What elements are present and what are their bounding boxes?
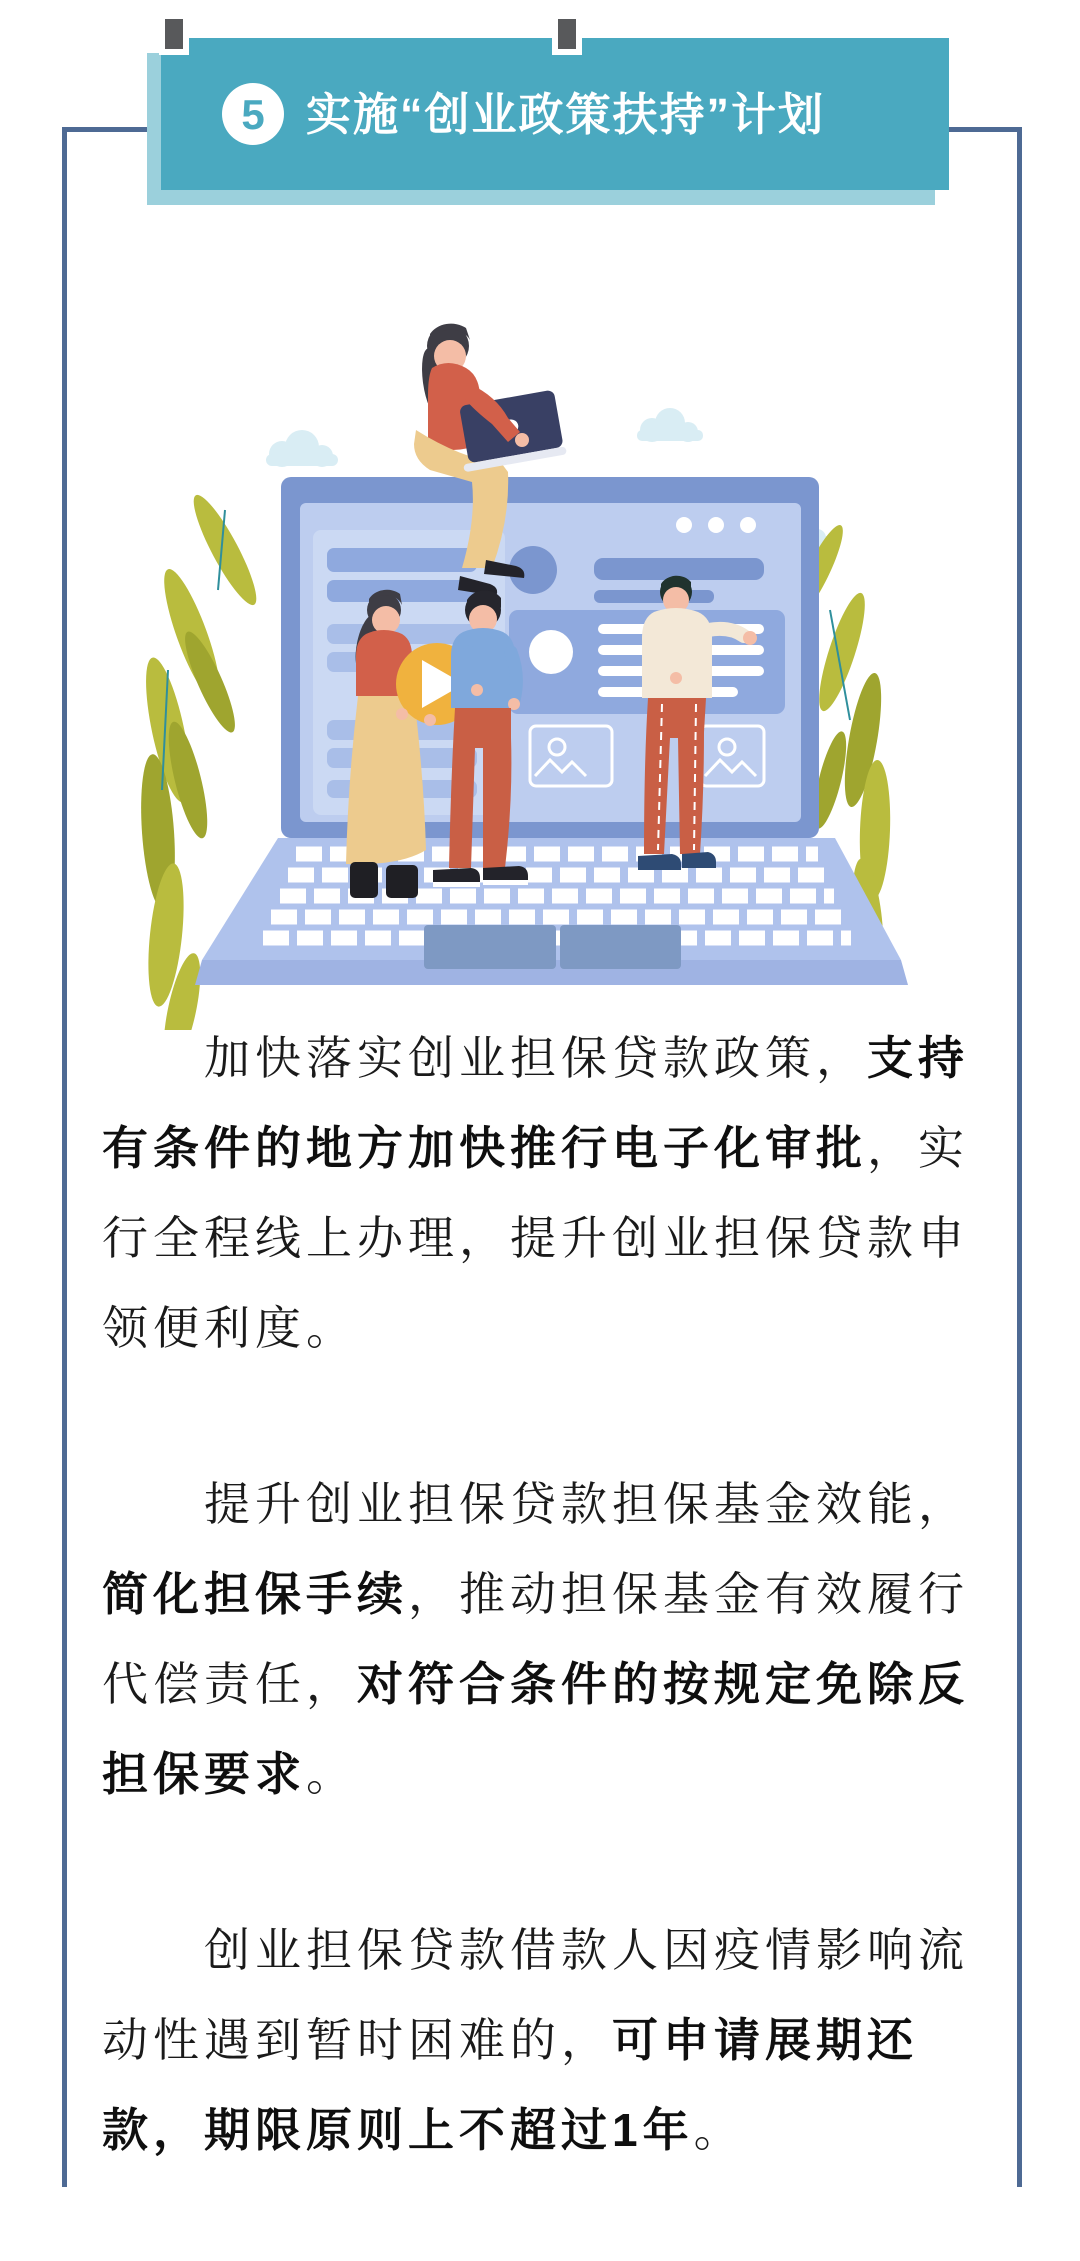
trackpad <box>424 925 556 969</box>
body-text: 创业担保贷款借款人因疫情影响流动性遇到暂时困难的， <box>102 1924 969 2066</box>
trackpad <box>560 925 681 969</box>
paragraph <box>102 1905 987 2175</box>
section-number-badge: 5 <box>222 83 284 145</box>
cloud-icon <box>637 408 703 442</box>
body-text: 。 <box>693 2104 745 2156</box>
laptop-keyboard <box>195 838 908 985</box>
paragraph <box>102 1459 987 1819</box>
emphasis-text: 对符合条件的按规定免除反担保要求 <box>102 1658 969 1800</box>
article-body <box>67 1013 1017 2261</box>
emphasis-text: 支持有条件的地方加快推行电子化审批 <box>102 1032 969 1174</box>
pin-icon <box>159 19 189 55</box>
photo-placeholder-icon <box>530 726 612 786</box>
emphasis-text: 简化担保手续 <box>102 1568 408 1620</box>
illustration <box>130 220 950 1030</box>
body-text: 加快落实创业担保贷款政策， <box>204 1032 867 1084</box>
paragraph <box>102 1013 987 1373</box>
section-title: 实施“创业政策扶持”计划 <box>306 89 826 140</box>
body-text: 。 <box>306 1748 357 1800</box>
body-text: 提升创业担保贷款担保基金效能， <box>204 1478 969 1530</box>
pin-icon <box>552 19 582 55</box>
cloud-icon <box>266 430 338 467</box>
body-text: ，实行全程线上办理，提升创业担保贷款申领便利度。 <box>102 1122 969 1354</box>
emphasis-text: 可申请展期还款，期限原则上不超过1年 <box>102 2014 918 2156</box>
body-text: ，推动担保基金有效履行代偿责任， <box>102 1568 969 1710</box>
photo-placeholder-icon <box>700 726 764 786</box>
